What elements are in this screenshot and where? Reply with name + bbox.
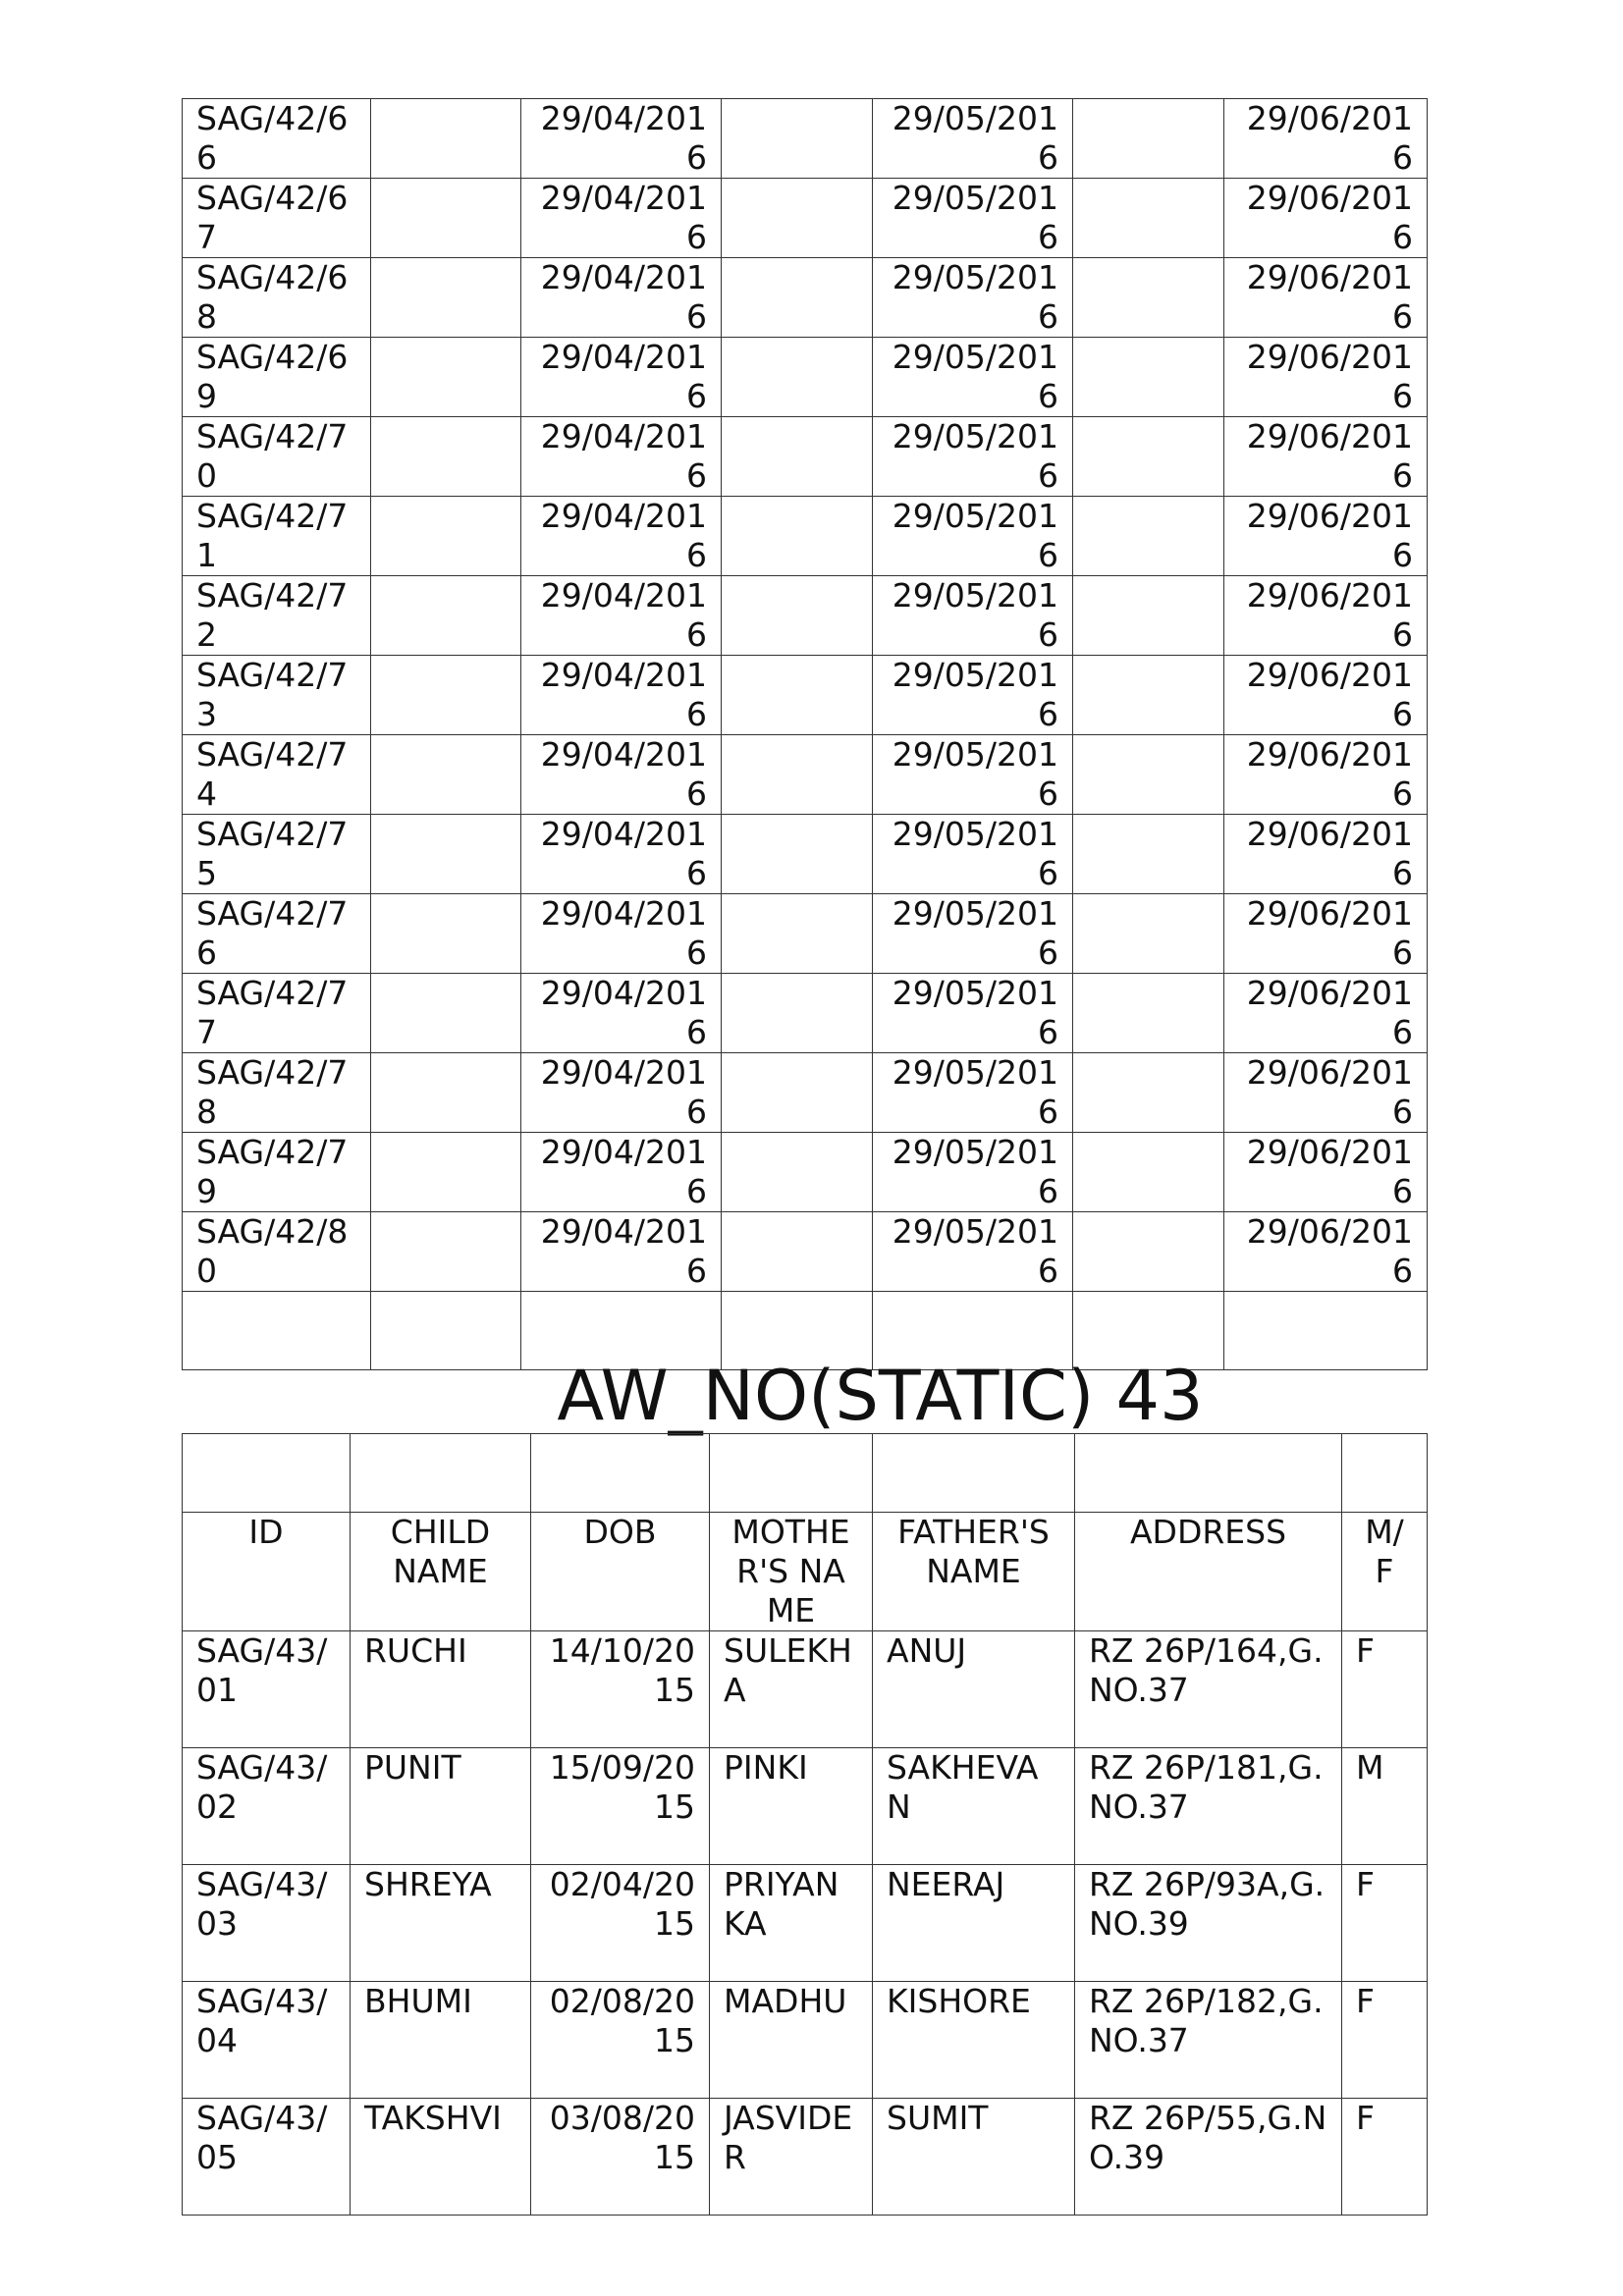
empty-cell	[722, 179, 873, 258]
header-gender: M/F	[1342, 1513, 1428, 1631]
id-cell: SAG/42/71	[183, 497, 371, 576]
child-name-cell: TAKSHVI	[351, 2099, 531, 2216]
id-cell: SAG/42/70	[183, 417, 371, 497]
empty-cell	[371, 258, 521, 338]
empty-cell	[371, 99, 521, 179]
father-name-cell: SAKHEVAN	[873, 1748, 1075, 1865]
header-row	[183, 1513, 1428, 1631]
table-row	[183, 258, 1428, 338]
date-cell: 29/06/2016	[1224, 338, 1428, 417]
blank-cell	[351, 1434, 531, 1513]
id-cell: SAG/42/78	[183, 1053, 371, 1133]
mother-name-cell: JASVIDER	[710, 2099, 873, 2216]
table-row	[183, 2099, 1428, 2216]
id-cell: SAG/42/77	[183, 974, 371, 1053]
gender-cell: F	[1342, 1631, 1428, 1748]
empty-cell	[1073, 1053, 1224, 1133]
empty-cell	[1073, 1212, 1224, 1292]
empty-cell	[722, 735, 873, 815]
address-cell: RZ 26P/55,G.NO.39	[1075, 2099, 1342, 2216]
dob-cell: 02/04/2015	[531, 1865, 710, 1982]
date-cell: 29/05/2016	[873, 497, 1073, 576]
header-dob: DOB	[531, 1513, 710, 1631]
date-cell: 29/06/2016	[1224, 1212, 1428, 1292]
table-row	[183, 1631, 1428, 1748]
address-cell: RZ 26P/164,G.NO.37	[1075, 1631, 1342, 1748]
date-cell: 29/06/2016	[1224, 258, 1428, 338]
table-row	[183, 1865, 1428, 1982]
empty-cell	[1073, 258, 1224, 338]
id-cell: SAG/42/76	[183, 894, 371, 974]
date-cell: 29/04/2016	[521, 815, 722, 894]
empty-cell	[1073, 417, 1224, 497]
gender-cell: F	[1342, 2099, 1428, 2216]
section-heading: AW_NO(STATIC) 43	[557, 1356, 1204, 1436]
children-register-table	[182, 1433, 1428, 2216]
id-cell: SAG/42/79	[183, 1133, 371, 1212]
date-cell: 29/04/2016	[521, 417, 722, 497]
date-cell: 29/05/2016	[873, 1133, 1073, 1212]
id-cell: SAG/43/05	[183, 2099, 351, 2216]
id-cell: SAG/42/74	[183, 735, 371, 815]
dob-cell: 03/08/2015	[531, 2099, 710, 2216]
child-name-cell: BHUMI	[351, 1982, 531, 2099]
table-row	[183, 179, 1428, 258]
table-row	[183, 1133, 1428, 1212]
blank-cell	[873, 1434, 1075, 1513]
empty-cell	[1073, 735, 1224, 815]
date-cell: 29/04/2016	[521, 1053, 722, 1133]
id-cell: SAG/42/80	[183, 1212, 371, 1292]
father-name-cell: SUMIT	[873, 2099, 1075, 2216]
table-row	[183, 1212, 1428, 1292]
empty-cell	[371, 497, 521, 576]
table-row	[183, 338, 1428, 417]
date-cell: 29/05/2016	[873, 576, 1073, 656]
date-cell: 29/05/2016	[873, 417, 1073, 497]
empty-cell	[1073, 338, 1224, 417]
table-row	[183, 1748, 1428, 1865]
empty-cell	[371, 1133, 521, 1212]
table-row	[183, 1053, 1428, 1133]
empty-cell	[1073, 99, 1224, 179]
empty-cell	[722, 894, 873, 974]
father-name-cell: KISHORE	[873, 1982, 1075, 2099]
id-cell: SAG/42/72	[183, 576, 371, 656]
id-cell: SAG/42/68	[183, 258, 371, 338]
empty-cell	[371, 179, 521, 258]
empty-cell	[1073, 815, 1224, 894]
empty-cell	[722, 497, 873, 576]
empty-cell	[722, 338, 873, 417]
date-cell: 29/06/2016	[1224, 99, 1428, 179]
date-cell: 29/06/2016	[1224, 1053, 1428, 1133]
table-row	[183, 815, 1428, 894]
table-row	[183, 974, 1428, 1053]
date-cell: 29/06/2016	[1224, 417, 1428, 497]
date-cell: 29/04/2016	[521, 258, 722, 338]
empty-cell	[1073, 656, 1224, 735]
vaccination-dates-body	[183, 99, 1428, 1370]
blank-cell	[710, 1434, 873, 1513]
date-cell: 29/06/2016	[1224, 735, 1428, 815]
header-address: ADDRESS	[1075, 1513, 1342, 1631]
empty-cell	[722, 258, 873, 338]
gender-cell: F	[1342, 1865, 1428, 1982]
date-cell: 29/05/2016	[873, 815, 1073, 894]
date-cell: 29/05/2016	[873, 735, 1073, 815]
date-cell: 29/04/2016	[521, 179, 722, 258]
empty-cell	[371, 735, 521, 815]
mother-name-cell: SULEKHA	[710, 1631, 873, 1748]
empty-cell	[722, 417, 873, 497]
gender-cell: M	[1342, 1748, 1428, 1865]
empty-cell	[371, 1053, 521, 1133]
table-row	[183, 656, 1428, 735]
address-cell: RZ 26P/93A,G.NO.39	[1075, 1865, 1342, 1982]
empty-cell	[371, 338, 521, 417]
date-cell: 29/04/2016	[521, 735, 722, 815]
child-name-cell: RUCHI	[351, 1631, 531, 1748]
empty-cell	[1073, 894, 1224, 974]
id-cell: SAG/42/66	[183, 99, 371, 179]
date-cell: 29/04/2016	[521, 974, 722, 1053]
father-name-cell: NEERAJ	[873, 1865, 1075, 1982]
date-cell: 29/05/2016	[873, 258, 1073, 338]
date-cell: 29/06/2016	[1224, 497, 1428, 576]
header-mother-name: MOTHER'S NAME	[710, 1513, 873, 1631]
table-row	[183, 1982, 1428, 2099]
date-cell: 29/06/2016	[1224, 974, 1428, 1053]
blank-cell	[531, 1434, 710, 1513]
table-row	[183, 735, 1428, 815]
id-cell: SAG/42/67	[183, 179, 371, 258]
id-cell: SAG/43/04	[183, 1982, 351, 2099]
date-cell: 29/04/2016	[521, 1133, 722, 1212]
id-cell: SAG/43/03	[183, 1865, 351, 1982]
empty-cell	[1073, 576, 1224, 656]
father-name-cell: ANUJ	[873, 1631, 1075, 1748]
date-cell: 29/06/2016	[1224, 656, 1428, 735]
empty-cell	[722, 656, 873, 735]
blank-cell	[1342, 1434, 1428, 1513]
empty-cell	[1073, 179, 1224, 258]
date-cell: 29/05/2016	[873, 99, 1073, 179]
id-cell: SAG/43/01	[183, 1631, 351, 1748]
children-register-body	[183, 1631, 1428, 2216]
date-cell: 29/05/2016	[873, 1053, 1073, 1133]
date-cell: 29/05/2016	[873, 338, 1073, 417]
date-cell: 29/05/2016	[873, 1212, 1073, 1292]
table-row	[183, 497, 1428, 576]
empty-cell	[722, 1053, 873, 1133]
date-cell: 29/04/2016	[521, 338, 722, 417]
date-cell: 29/06/2016	[1224, 815, 1428, 894]
table-row	[183, 894, 1428, 974]
id-cell: SAG/42/69	[183, 338, 371, 417]
date-cell: 29/05/2016	[873, 974, 1073, 1053]
empty-cell	[371, 1212, 521, 1292]
dob-cell: 15/09/2015	[531, 1748, 710, 1865]
empty-cell	[1073, 497, 1224, 576]
empty-cell	[371, 576, 521, 656]
date-cell: 29/05/2016	[873, 894, 1073, 974]
table-row	[183, 576, 1428, 656]
vaccination-dates-table	[182, 98, 1428, 1370]
empty-cell	[722, 815, 873, 894]
date-cell: 29/06/2016	[1224, 179, 1428, 258]
date-cell: 29/04/2016	[521, 576, 722, 656]
child-name-cell: PUNIT	[351, 1748, 531, 1865]
id-cell: SAG/43/02	[183, 1748, 351, 1865]
child-name-cell: SHREYA	[351, 1865, 531, 1982]
address-cell: RZ 26P/182,G.NO.37	[1075, 1982, 1342, 2099]
date-cell: 29/06/2016	[1224, 894, 1428, 974]
date-cell: 29/05/2016	[873, 656, 1073, 735]
address-cell: RZ 26P/181,G.NO.37	[1075, 1748, 1342, 1865]
mother-name-cell: MADHU	[710, 1982, 873, 2099]
empty-cell	[722, 1133, 873, 1212]
empty-cell	[371, 815, 521, 894]
empty-cell	[371, 656, 521, 735]
date-cell: 29/04/2016	[521, 894, 722, 974]
empty-cell	[722, 99, 873, 179]
date-cell: 29/05/2016	[873, 179, 1073, 258]
empty-cell	[722, 1212, 873, 1292]
empty-cell	[371, 974, 521, 1053]
table-row	[183, 99, 1428, 179]
date-cell: 29/04/2016	[521, 497, 722, 576]
date-cell: 29/04/2016	[521, 99, 722, 179]
dob-cell: 14/10/2015	[531, 1631, 710, 1748]
blank-row	[183, 1434, 1428, 1513]
empty-cell	[371, 417, 521, 497]
date-cell: 29/04/2016	[521, 1212, 722, 1292]
blank-cell	[1075, 1434, 1342, 1513]
table-row	[183, 417, 1428, 497]
empty-cell	[1073, 974, 1224, 1053]
gender-cell: F	[1342, 1982, 1428, 2099]
mother-name-cell: PRIYANKA	[710, 1865, 873, 1982]
empty-cell	[371, 894, 521, 974]
date-cell: 29/06/2016	[1224, 576, 1428, 656]
id-cell: SAG/42/75	[183, 815, 371, 894]
empty-cell	[722, 974, 873, 1053]
empty-cell	[722, 576, 873, 656]
header-father-name: FATHER'S NAME	[873, 1513, 1075, 1631]
empty-cell	[1073, 1133, 1224, 1212]
date-cell: 29/04/2016	[521, 656, 722, 735]
header-child-name: CHILD NAME	[351, 1513, 531, 1631]
date-cell: 29/06/2016	[1224, 1133, 1428, 1212]
header-id: ID	[183, 1513, 351, 1631]
mother-name-cell: PINKI	[710, 1748, 873, 1865]
blank-cell	[183, 1434, 351, 1513]
dob-cell: 02/08/2015	[531, 1982, 710, 2099]
id-cell: SAG/42/73	[183, 656, 371, 735]
